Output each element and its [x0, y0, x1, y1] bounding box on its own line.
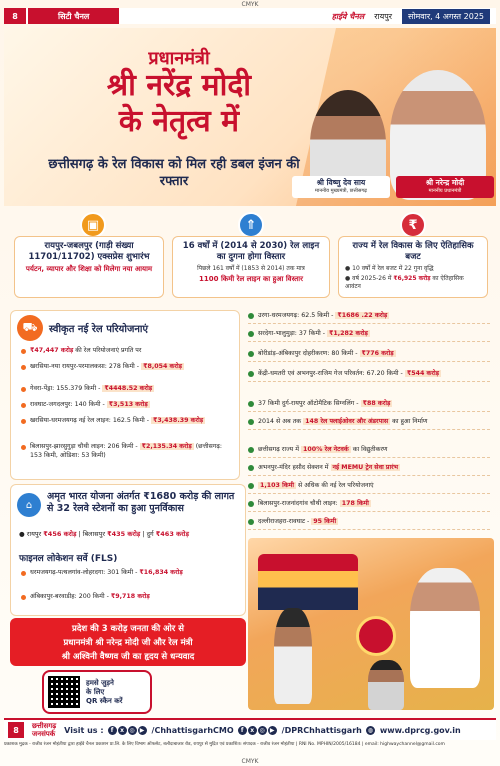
item-highlight: ₹1686 .22 करोड़	[337, 312, 388, 319]
social-links	[64, 725, 461, 735]
list-item	[248, 400, 490, 412]
list-item	[21, 347, 231, 356]
social-icons	[108, 725, 148, 735]
rail-minister-photo	[368, 660, 404, 710]
list-item	[248, 370, 490, 382]
bullet-icon	[248, 519, 254, 525]
projects-title: स्वीकृत नई रेल परियोजनाएं	[49, 324, 149, 335]
thanks-line1: प्रदेश की 3 करोड़ जनता की ओर से	[72, 624, 184, 634]
thanks-line2: प्रधानमंत्री श्री नरेन्द्र मोदी जी और रेल मंत्री	[63, 638, 193, 648]
social-icons-2	[238, 725, 278, 735]
item-highlight: ₹544 करोड़	[406, 370, 439, 377]
section-title: सिटी चैनल	[28, 8, 119, 24]
item-text: से अधिक की नई रेल परियोजनाएं	[295, 482, 374, 489]
page-number: 8	[4, 8, 26, 24]
list-item	[248, 330, 490, 342]
card3-item2-highlight: ₹6,925 करोड़	[393, 275, 431, 282]
headline-line1: श्री नरेंद्र मोदी	[106, 68, 252, 103]
item-text: गेवरा-पेंड्रा: 155.379 किमी -	[30, 385, 103, 392]
item-highlight: 148 रेल फ्लाईओवर और अंडरपास	[305, 418, 389, 425]
approved-projects-panel	[10, 310, 240, 480]
item-highlight: ₹776 करोड़	[361, 350, 394, 357]
rail-expansion-card	[172, 236, 330, 298]
list-item	[21, 363, 231, 372]
item-text: अभनपुर-मंदिर हसौद सेक्शन में	[258, 464, 331, 471]
item-highlight: 178 किमी	[341, 500, 369, 507]
item-text: बिलासपुर-झारसुगुड़ा चौथी लाइन: 206 किमी -	[30, 443, 140, 450]
thanks-line3: श्री अश्विनी वैष्णव जी का हृदय से धन्यवाद	[61, 652, 195, 662]
express-launch-card	[14, 236, 164, 298]
cmyk-mark-top: CMYK	[241, 1, 259, 8]
cm-designation: माननीय मुख्यमंत्री, छत्तीसगढ़	[315, 188, 367, 194]
web-icon-wrap	[366, 725, 376, 735]
item-highlight: ₹88 करोड़	[362, 400, 391, 407]
fls-title: फाइनल लोकेशन सर्वे (FLS)	[19, 554, 118, 564]
item-highlight: ₹3,438.39 करोड़	[153, 417, 204, 424]
card3-item2-pre: वर्ष 2025-26 में	[352, 275, 392, 282]
website-link[interactable]: www.dprcg.gov.in	[379, 725, 461, 735]
facebook-icon[interactable]: f	[238, 726, 247, 735]
bullet-icon	[21, 595, 26, 600]
bullet-icon	[248, 447, 254, 453]
masthead	[4, 8, 496, 24]
headline-small: प्रधानमंत्री	[148, 48, 210, 69]
footer-page-number: 8	[8, 722, 24, 738]
thanks-banner	[10, 618, 246, 666]
card3-item2-post: का ऐतिहासिक आवंटन	[345, 275, 464, 290]
bullet-icon	[248, 351, 254, 357]
bullet-icon	[21, 349, 26, 354]
station-icon: ⌂	[17, 493, 41, 517]
qr-line2: के लिए	[86, 687, 105, 696]
item-text: बोरीडांड़-अंबिकापुर दोहरीकरण: 80 किमी -	[258, 350, 360, 357]
list-item	[248, 446, 490, 458]
item-highlight: ₹3,513 करोड़	[108, 401, 148, 408]
pm-name: श्री नरेन्द्र मोदी	[425, 178, 465, 187]
qr-box[interactable]	[42, 670, 152, 714]
bullet-icon	[248, 465, 254, 471]
bullet-icon	[248, 371, 254, 377]
card2-subtitle: पिछले 161 वर्षों में (1853 से 2014) तक मात्र	[197, 265, 305, 272]
item-text: बिलासपुर-राजनांदगांव चौथी लाइन:	[258, 500, 340, 507]
list-item	[21, 417, 231, 426]
item-highlight: ₹8,054 करोड़	[143, 363, 182, 370]
youtube-icon[interactable]: ▶	[138, 726, 147, 735]
bullet-icon	[21, 419, 26, 424]
item-post: का हुआ निर्माण	[390, 418, 428, 425]
card2-title: 16 वर्षों में (2014 से 2030) रेल लाइन का दुगना होगा विस्तार	[182, 241, 320, 262]
imprint-line: प्रकाशक मुद्रक - राजीव रंजन मोहंतीया द्वारा हाईवे चैनल प्रकाशन प्रा.लि. के लिए विभाग ऑफसेट, बलौदाबाजार रोड, रायपुर से मुद्रित एवं प्रकाशित। संपादक - राजीव रंजन मोहंतीया | RNI No. MPHIN/2005/16184 | email: highwaychannel@gmail.com	[4, 742, 445, 747]
pm-photo-small	[410, 568, 480, 688]
item-highlight: ₹2,135.34 करोड़	[141, 443, 192, 450]
item-text: धरमजयगढ़-पत्थलगांव-लोहरदगा: 301 किमी -	[30, 569, 140, 576]
cmyk-mark-bottom: CMYK	[241, 758, 259, 765]
item-post: (छत्तीसगढ़: 153 किमी, ओडिशा: 53 किमी)	[30, 443, 223, 459]
rail-track-icon: ⇑	[238, 212, 264, 238]
list-item	[248, 350, 490, 362]
photo-collage	[248, 538, 494, 710]
item-text: दल्लीराजहरा-रावघाट -	[258, 518, 312, 525]
train-photo	[258, 554, 358, 610]
cmo-handle[interactable]: /ChhattisgarhCMO	[151, 725, 234, 735]
qr-line3: QR स्कैन करें	[86, 696, 123, 705]
railway-icon: ⛟	[17, 315, 43, 341]
budget-card	[338, 236, 488, 298]
bullet-icon	[21, 365, 26, 370]
bullet-icon	[248, 331, 254, 337]
logo-line1: छत्तीसगढ़	[32, 722, 57, 730]
twitter-icon[interactable]: x	[118, 726, 127, 735]
masthead-right	[332, 9, 496, 24]
durg-cost: ₹463 करोड़	[155, 530, 189, 538]
card3-item1-text: 10 वर्षों में रेल बजट में 22 गुना वृद्धि	[352, 265, 434, 272]
list-item	[248, 518, 490, 530]
raipur-cost: ₹456 करोड़	[43, 530, 77, 538]
visit-label: Visit us :	[64, 725, 104, 735]
bullet-icon	[248, 483, 254, 489]
logo-line2: जनसंपर्क	[32, 730, 56, 738]
globe-icon: ◍	[367, 727, 373, 734]
bullet-icon	[21, 387, 26, 392]
list-item	[248, 500, 490, 512]
station-costs: ● रायपुर ₹456 करोड़ | बिलासपुर ₹435 करोड़ | दुर्ग ₹463 करोड़	[19, 530, 189, 538]
item-text: अंबिकापुर-बरवाडीह: 200 किमी -	[30, 593, 111, 600]
projects-header	[17, 315, 148, 341]
item-highlight: नई MEMU ट्रेन सेवा प्रारंभ	[332, 464, 399, 471]
dpr-handle[interactable]: /DPRChhattisgarh	[281, 725, 362, 735]
instagram-icon[interactable]: ◎	[129, 727, 135, 734]
station-durg: | दुर्ग	[140, 530, 156, 538]
item-text: सरदेगा-भालुमुड़ा: 37 किमी -	[258, 330, 327, 337]
bilaspur-cost: ₹435 करोड़	[107, 530, 141, 538]
list-item	[248, 312, 490, 324]
card1-subtitle: पर्यटन, व्यापार और शिक्षा को मिलेगा नया आयाम	[25, 265, 153, 273]
dpr-logo	[32, 722, 56, 738]
item-text: 2014 से अब तक	[258, 418, 304, 425]
cm-namebox	[292, 176, 390, 198]
list-item	[21, 401, 231, 410]
qr-text	[86, 679, 122, 706]
city-name: रायपुर	[374, 11, 393, 21]
card2-highlight: 1100 किमी रेल लाइन का हुआ विस्तार	[199, 275, 303, 283]
bullet-icon	[21, 571, 26, 576]
bullet-icon	[248, 401, 254, 407]
headline-line2: के नेतृत्व में	[118, 104, 240, 139]
budget-icon: ₹	[400, 212, 426, 238]
item-text: 37 किमी दुर्ग-रायपुर ऑटोमैटिक सिग्नलिंग -	[258, 400, 361, 407]
item-highlight: ₹47,447 करोड़	[30, 347, 74, 354]
item-post: का विद्युतीकरण	[350, 446, 388, 453]
list-item	[21, 569, 241, 578]
station-bilaspur: | बिलासपुर	[76, 530, 108, 538]
item-text: रावघाट-जगदलपुर: 140 किमी -	[30, 401, 107, 408]
list-item	[21, 385, 231, 394]
pm-designation: माननीय प्रधानमंत्री	[428, 188, 462, 194]
subheadline: छत्तीसगढ़ के रेल विकास को मिल रही डबल इंजन की रफ्तार	[48, 157, 300, 189]
item-text: खरसिया-धरमजयगढ़ नई रेल लाइन: 162.5 किमी -	[30, 417, 152, 424]
item-text: उरगा-धरमजयगढ़: 62.5 किमी -	[258, 312, 336, 319]
amrit-bharat-panel	[10, 484, 246, 616]
bullet-icon	[21, 445, 26, 450]
item-text: केंद्री-धमतरी एवं अभनपुर-राजिम गेज परिवर्तन: 67.20 किमी -	[258, 370, 405, 377]
train-icon: ▣	[80, 212, 106, 238]
card3-item1: ● 10 वर्षों में रेल बजट में 22 गुना वृद्धि	[345, 265, 434, 272]
item-highlight: 100% रेल नेटवर्क	[302, 446, 349, 453]
list-item	[248, 482, 490, 494]
youtube-icon[interactable]: ▶	[268, 726, 277, 735]
footer-bar	[4, 718, 496, 740]
item-text: की रेल परियोजनाएं प्रगति पर	[73, 347, 142, 354]
bullet-icon	[21, 403, 26, 408]
list-item	[21, 443, 231, 460]
item-text: छत्तीसगढ़ राज्य में	[258, 446, 301, 453]
item-highlight: 1,103 किमी	[260, 482, 294, 489]
twitter-icon[interactable]: x	[248, 726, 257, 735]
item-highlight: 95 किमी	[313, 518, 337, 525]
date: सोमवार, 4 अगस्त 2025	[402, 9, 490, 24]
qr-code-icon[interactable]	[48, 676, 80, 708]
list-item	[21, 593, 241, 602]
item-highlight: ₹9,718 करोड़	[110, 593, 150, 600]
state-emblem-icon	[356, 616, 396, 656]
card1-title: रायपुर-जबलपुर (गाड़ी संख्या 11701/11702) एक्सप्रेस शुभारंभ	[28, 241, 150, 262]
list-item	[248, 418, 490, 430]
brand-name: हाईवे चैनल	[331, 11, 365, 21]
more-projects-list	[248, 310, 490, 536]
card3-title: राज्य में रेल विकास के लिए ऐतिहासिक बजट	[352, 241, 474, 262]
bullet-icon	[248, 313, 254, 319]
amrit-title: अमृत भारत योजना अंतर्गत ₹1680 करोड़ की लागत से 32 रेलवे स्टेशनों का हुआ पुनर्विकास	[47, 491, 235, 514]
item-highlight: ₹1,282 करोड़	[329, 330, 368, 337]
facebook-icon[interactable]: f	[108, 726, 117, 735]
item-highlight: ₹16,834 करोड़	[139, 569, 183, 576]
instagram-icon[interactable]: ◎	[259, 727, 265, 734]
bullet-icon	[248, 419, 254, 425]
item-highlight: ₹4448.52 करोड़	[104, 385, 153, 392]
item-text: खरसिया-नया रायपुर-परमालकसा: 278 किमी -	[30, 363, 142, 370]
list-item	[248, 464, 490, 476]
cm-name: श्री विष्णु देव साय	[316, 178, 366, 187]
cm-photo-small	[274, 608, 312, 704]
pm-namebox	[396, 176, 494, 198]
bullet-icon	[248, 501, 254, 507]
card3-item2: ● वर्ष 2025-26 में ₹6,925 करोड़ का ऐतिहासिक आवंटन	[345, 275, 464, 290]
qr-line1: हमसे जुड़ने	[86, 678, 114, 687]
station-raipur: रायपुर	[26, 530, 44, 538]
